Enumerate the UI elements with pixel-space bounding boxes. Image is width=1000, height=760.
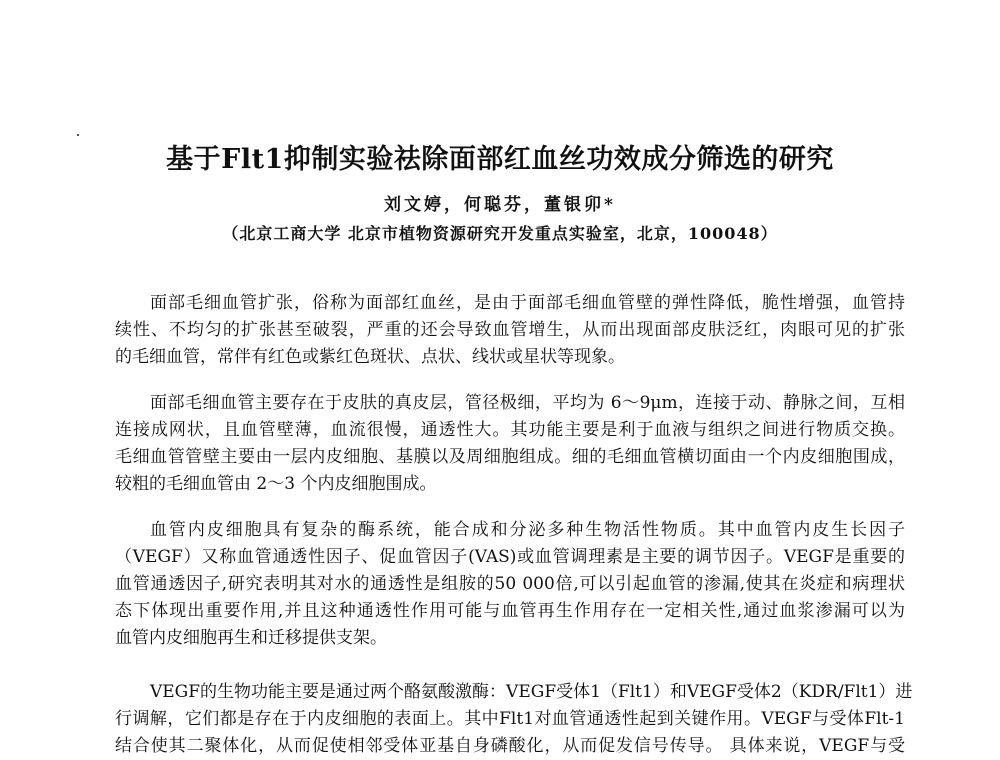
paper-title: 基于Flt1抑制实验祛除面部红血丝功效成分筛选的研究 [166, 144, 834, 175]
text-line: 连接成网状，且血管壁薄，血流很慢，通透性大。其功能主要是利于血液与组织之间进行物质交换。 [115, 420, 905, 440]
text-line: 血管通透因子,研究表明其对水的通透性是组胺的50 000倍,可以引起血管的渗漏,使其在炎症和病理状 [115, 574, 905, 594]
text-line: 续性、不均匀的扩张甚至破裂，严重的还会导致血管增生，从而出现面部皮肤泛红，肉眼可见的扩张 [115, 320, 905, 340]
body-paragraph-4 [115, 679, 913, 760]
text-line: 的毛细血管，常伴有红色或紫红色斑状、点状、线状或星状等现象。 [115, 347, 625, 367]
text-line: 结合使其二聚体化，从而促使相邻受体亚基自身磷酸化，从而促发信号传导。 具体来说，VEGF与受 [115, 736, 905, 756]
paper-affiliation: （北京工商大学 北京市植物资源研究开发重点实验室，北京，100048） [222, 224, 778, 243]
scan-speck [77, 134, 79, 136]
text-line: （VEGF）又称血管通透性因子、促血管因子(VAS)或血管调理素是主要的调节因子。VEGF是重要的 [115, 547, 905, 567]
body-paragraph-3 [115, 517, 905, 652]
paper-authors: 刘文婷，何聪芬，董银卯* [384, 195, 616, 215]
text-line: 毛细血管管壁主要由一层内皮细胞、基膜以及周细胞组成。细的毛细血管横切面由一个内皮细胞围成， [115, 447, 905, 467]
text-line: 较粗的毛细血管由 2～3 个内皮细胞围成。 [115, 474, 437, 494]
text-line: 血管内皮细胞再生和迁移提供支架。 [115, 628, 387, 648]
text-line: 血管内皮细胞具有复杂的酶系统，能合成和分泌多种生物活性物质。其中血管内皮生长因子 [150, 520, 905, 540]
text-line: 面部毛细血管扩张，俗称为面部红血丝，是由于面部毛细血管壁的弹性降低，脆性增强，血管持 [150, 293, 905, 313]
text-line: 行调解，它们都是存在于内皮细胞的表面上。其中Flt1对血管通透性起到关键作用。VEGF与受体Flt-1 [115, 709, 905, 729]
text-line: VEGF的生物功能主要是通过两个酪氨酸激酶：VEGF受体1（Flt1）和VEGF受体2（KDR/Flt1）进 [150, 682, 913, 702]
text-line: 面部毛细血管主要存在于皮肤的真皮层，管径极细，平均为 6～9μm，连接于动、静脉之间，互相 [150, 393, 905, 413]
body-paragraph-1 [115, 290, 905, 371]
body-paragraph-2 [115, 390, 905, 498]
text-line: 态下体现出重要作用,并且这种通透性作用可能与血管再生作用存在一定相关性,通过血浆渗漏可以为 [115, 601, 905, 621]
